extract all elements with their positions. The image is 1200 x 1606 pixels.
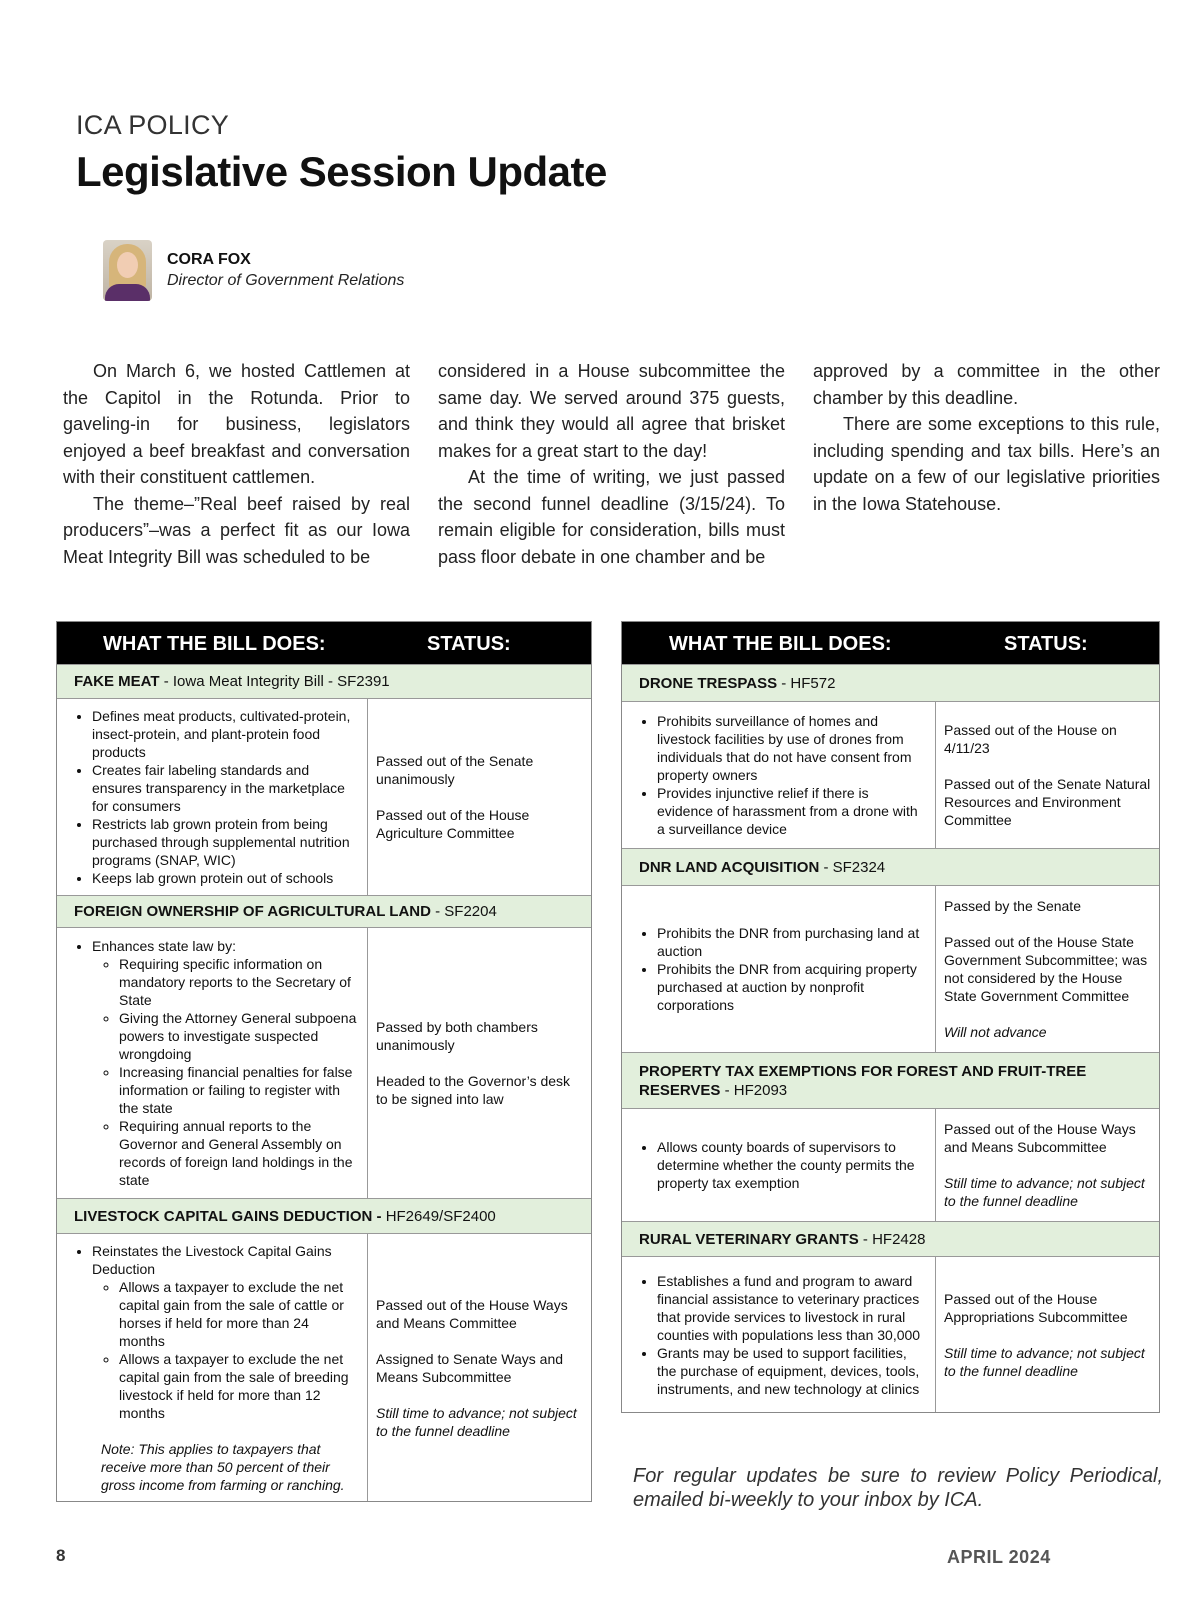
intro-column-1 bbox=[63, 358, 410, 570]
list-item: • Grants may be used to support facilities, the purchase of equipment, devices, tools, instruments, and new technology at clinics bbox=[657, 1344, 925, 1398]
bill-number: - SF2204 bbox=[430, 903, 497, 920]
bill-status bbox=[936, 702, 1159, 848]
bill-row bbox=[622, 886, 1159, 1052]
bill-number: HF2649/SF2400 bbox=[385, 1207, 496, 1225]
bill-note: Note: This applies to taxpayers that receive more than 50 percent of their gross income from farming or ranching. bbox=[101, 1440, 345, 1493]
list-item: • Prohibits the DNR from acquiring property purchased at auction by nonprofit corporations bbox=[657, 960, 925, 1014]
avatar bbox=[103, 240, 152, 301]
list-item: • Prohibits the DNR from purchasing land at auction bbox=[657, 924, 925, 960]
bill-number: - HF2093 bbox=[720, 1081, 788, 1099]
bill-status bbox=[936, 1109, 1159, 1221]
bill-table-right bbox=[621, 621, 1160, 1413]
bill-row bbox=[622, 1257, 1159, 1412]
bill-description bbox=[622, 1109, 936, 1221]
list-item: • Creates fair labeling standards and ensures transparency in the marketplace for consumers bbox=[92, 761, 357, 815]
bill-name: FAKE MEAT bbox=[74, 673, 160, 690]
list-item: ◦ Allows a taxpayer to exclude the net capital gain from the sale of breeding livestock if held for more than 12 months bbox=[119, 1350, 357, 1422]
list-item: ◦ Requiring annual reports to the Governor and General Assembly on records of foreign land holdings in the state bbox=[119, 1117, 357, 1189]
bill-description bbox=[622, 1257, 936, 1412]
list-item: ◦ Allows a taxpayer to exclude the net capital gain from the sale of cattle or horses if held for more than 24 months bbox=[119, 1278, 357, 1350]
bill-name: PROPERTY TAX EXEMPTIONS FOR FOREST AND FRUIT-TREE RESERVES bbox=[639, 1062, 1087, 1099]
table-header bbox=[57, 622, 591, 664]
list-item: • Keeps lab grown protein out of schools bbox=[92, 869, 357, 887]
paragraph: On March 6, we hosted Cattlemen at the Capitol in the Rotunda. Prior to gaveling-in for business, legislators enjoyed a beef breakfast and conversation with their constituent cattlemen. bbox=[63, 361, 410, 487]
status-text: Passed out of the House State Government Subcommittee; was not considered by the House State Government Committee bbox=[944, 934, 1148, 1004]
bill-row bbox=[622, 1109, 1159, 1221]
paragraph: approved by a committee in the other chamber by this deadline. bbox=[813, 361, 1160, 408]
status-text: Passed by the Senate bbox=[944, 898, 1081, 914]
intro-text bbox=[63, 358, 1160, 570]
column-header-what: WHAT THE BILL DOES: bbox=[669, 633, 892, 655]
author-byline bbox=[103, 240, 404, 301]
bill-heading bbox=[622, 1221, 1159, 1257]
bill-status bbox=[368, 699, 591, 895]
list-item: ◦ Giving the Attorney General subpoena powers to investigate suspected wrongdoing bbox=[119, 1009, 357, 1063]
author-role: Director of Government Relations bbox=[167, 272, 405, 289]
column-header-status: STATUS: bbox=[1004, 633, 1088, 655]
status-note: Will not advance bbox=[944, 1024, 1047, 1040]
status-text: Passed out of the Senate Natural Resources and Environment Committee bbox=[944, 776, 1151, 828]
bill-heading bbox=[57, 664, 591, 699]
column-header-what: WHAT THE BILL DOES: bbox=[103, 633, 326, 655]
bill-number: - HF2428 bbox=[858, 1230, 926, 1248]
bill-table-left bbox=[56, 621, 592, 1502]
status-text: Passed out of the House Agriculture Committee bbox=[376, 807, 530, 841]
intro-column-3 bbox=[813, 358, 1160, 570]
status-text: Passed out of the Senate unanimously bbox=[376, 753, 534, 787]
issue-date: APRIL 2024 bbox=[947, 1547, 1051, 1567]
status-note: Still time to advance; not subject to the funnel deadline bbox=[376, 1404, 577, 1439]
bill-name: RURAL VETERINARY GRANTS bbox=[639, 1230, 859, 1248]
bill-heading bbox=[57, 895, 591, 928]
status-text: Passed by both chambers unanimously bbox=[376, 1019, 538, 1053]
status-text: Passed out of the House Ways and Means Committee bbox=[376, 1296, 568, 1331]
intro-column-2 bbox=[438, 358, 785, 570]
bill-name: DRONE TRESPASS bbox=[639, 674, 778, 692]
bill-status bbox=[368, 1234, 591, 1501]
list-item: ◦ Increasing financial penalties for false information or failing to register with the state bbox=[119, 1063, 357, 1117]
list-item: • Restricts lab grown protein from being purchased through supplemental nutrition programs (SNAP, WIC) bbox=[92, 815, 357, 869]
status-text: Assigned to Senate Ways and Means Subcommittee bbox=[376, 1350, 564, 1385]
bill-description bbox=[57, 928, 368, 1198]
footnote: For regular updates be sure to review Policy Periodical, emailed bi-weekly to your inbox by ICA. bbox=[633, 1465, 1163, 1511]
list-item: • Prohibits surveillance of homes and livestock facilities by use of drones from individuals that do not have consent from property owners bbox=[657, 712, 925, 784]
bill-heading bbox=[622, 1052, 1159, 1109]
page-title: Legislative Session Update bbox=[76, 148, 607, 195]
status-note: Still time to advance; not subject to the funnel deadline bbox=[944, 1175, 1145, 1209]
bill-description bbox=[57, 1234, 368, 1501]
paragraph: The theme–”Real beef raised by real producers”–was a perfect fit as our Iowa Meat Integrity Bill was scheduled to be bbox=[63, 493, 410, 567]
list-item: • Enhances state law by: ◦ Requiring specific information on mandatory reports to the Secretary of State ◦ Giving the Attorney General subpoena powers to investigate suspected wrongdoing ◦ Increasing financial penalties for false information or failing to register with the state ◦ Requiring annual reports to the Governor and General Assembly on records of foreign land holdings in the state bbox=[92, 937, 357, 1189]
table-header bbox=[622, 622, 1159, 664]
bill-name: FOREIGN OWNERSHIP OF AGRICULTURAL LAND bbox=[74, 903, 431, 920]
section-label: ICA POLICY bbox=[76, 110, 230, 140]
bill-heading bbox=[57, 1198, 591, 1234]
bill-number: - HF572 bbox=[777, 674, 836, 692]
paragraph: considered in a House subcommittee the same day. We served around 375 guests, and think they would all agree that brisket makes for a great start to the day! bbox=[438, 361, 785, 461]
bill-number: - Iowa Meat Integrity Bill - SF2391 bbox=[159, 673, 390, 690]
bill-row bbox=[622, 702, 1159, 848]
bill-status bbox=[368, 928, 591, 1198]
status-note: Still time to advance; not subject to the funnel deadline bbox=[944, 1344, 1145, 1379]
bill-name: DNR LAND ACQUISITION bbox=[639, 858, 820, 876]
bill-heading bbox=[622, 664, 1159, 702]
list-item: • Establishes a fund and program to award financial assistance to veterinary practices that provide services to livestock in rural counties with populations less than 30,000 bbox=[657, 1272, 925, 1344]
list-item: • Reinstates the Livestock Capital Gains Deduction ◦ Allows a taxpayer to exclude the net capital gain from the sale of cattle or horses if held for more than 24 months ◦ Allows a taxpayer to exclude the net capital gain from the sale of breeding livestock if held for more than 12 months bbox=[92, 1242, 357, 1422]
page-number: 8 bbox=[56, 1546, 66, 1565]
bill-row bbox=[57, 699, 591, 895]
bill-description bbox=[622, 702, 936, 848]
column-header-status: STATUS: bbox=[427, 633, 511, 655]
status-text: Passed out of the House on 4/11/23 bbox=[944, 722, 1117, 756]
bill-description bbox=[622, 886, 936, 1052]
paragraph: At the time of writing, we just passed the second funnel deadline (3/15/24). To remain eligible for consideration, bills must pass floor debate in one chamber and be bbox=[438, 467, 785, 567]
list-item: ◦ Requiring specific information on mandatory reports to the Secretary of State bbox=[119, 955, 357, 1009]
bill-number: - SF2324 bbox=[819, 858, 886, 876]
bill-description bbox=[57, 699, 368, 895]
list-item: • Provides injunctive relief if there is evidence of harassment from a drone with a surveillance device bbox=[657, 784, 925, 838]
bill-row bbox=[57, 928, 591, 1198]
status-text: Passed out of the House Ways and Means Subcommittee bbox=[944, 1121, 1136, 1155]
author-name: CORA FOX bbox=[167, 251, 251, 268]
status-text: Headed to the Governor’s desk to be signed into law bbox=[376, 1073, 571, 1107]
bill-name: LIVESTOCK CAPITAL GAINS DEDUCTION - bbox=[74, 1207, 386, 1225]
bill-status bbox=[936, 886, 1159, 1052]
bill-heading bbox=[622, 848, 1159, 886]
status-text: Passed out of the House Appropriations Subcommittee bbox=[944, 1290, 1128, 1325]
bill-row bbox=[57, 1234, 591, 1501]
paragraph: There are some exceptions to this rule, including spending and tax bills. Here’s an update on a few of our legislative priorities in the Iowa Statehouse. bbox=[813, 414, 1160, 514]
list-item: • Allows county boards of supervisors to determine whether the county permits the property tax exemption bbox=[657, 1138, 925, 1192]
list-item: • Defines meat products, cultivated-protein, insect-protein, and plant-protein food products bbox=[92, 707, 357, 761]
bill-status bbox=[936, 1257, 1159, 1412]
